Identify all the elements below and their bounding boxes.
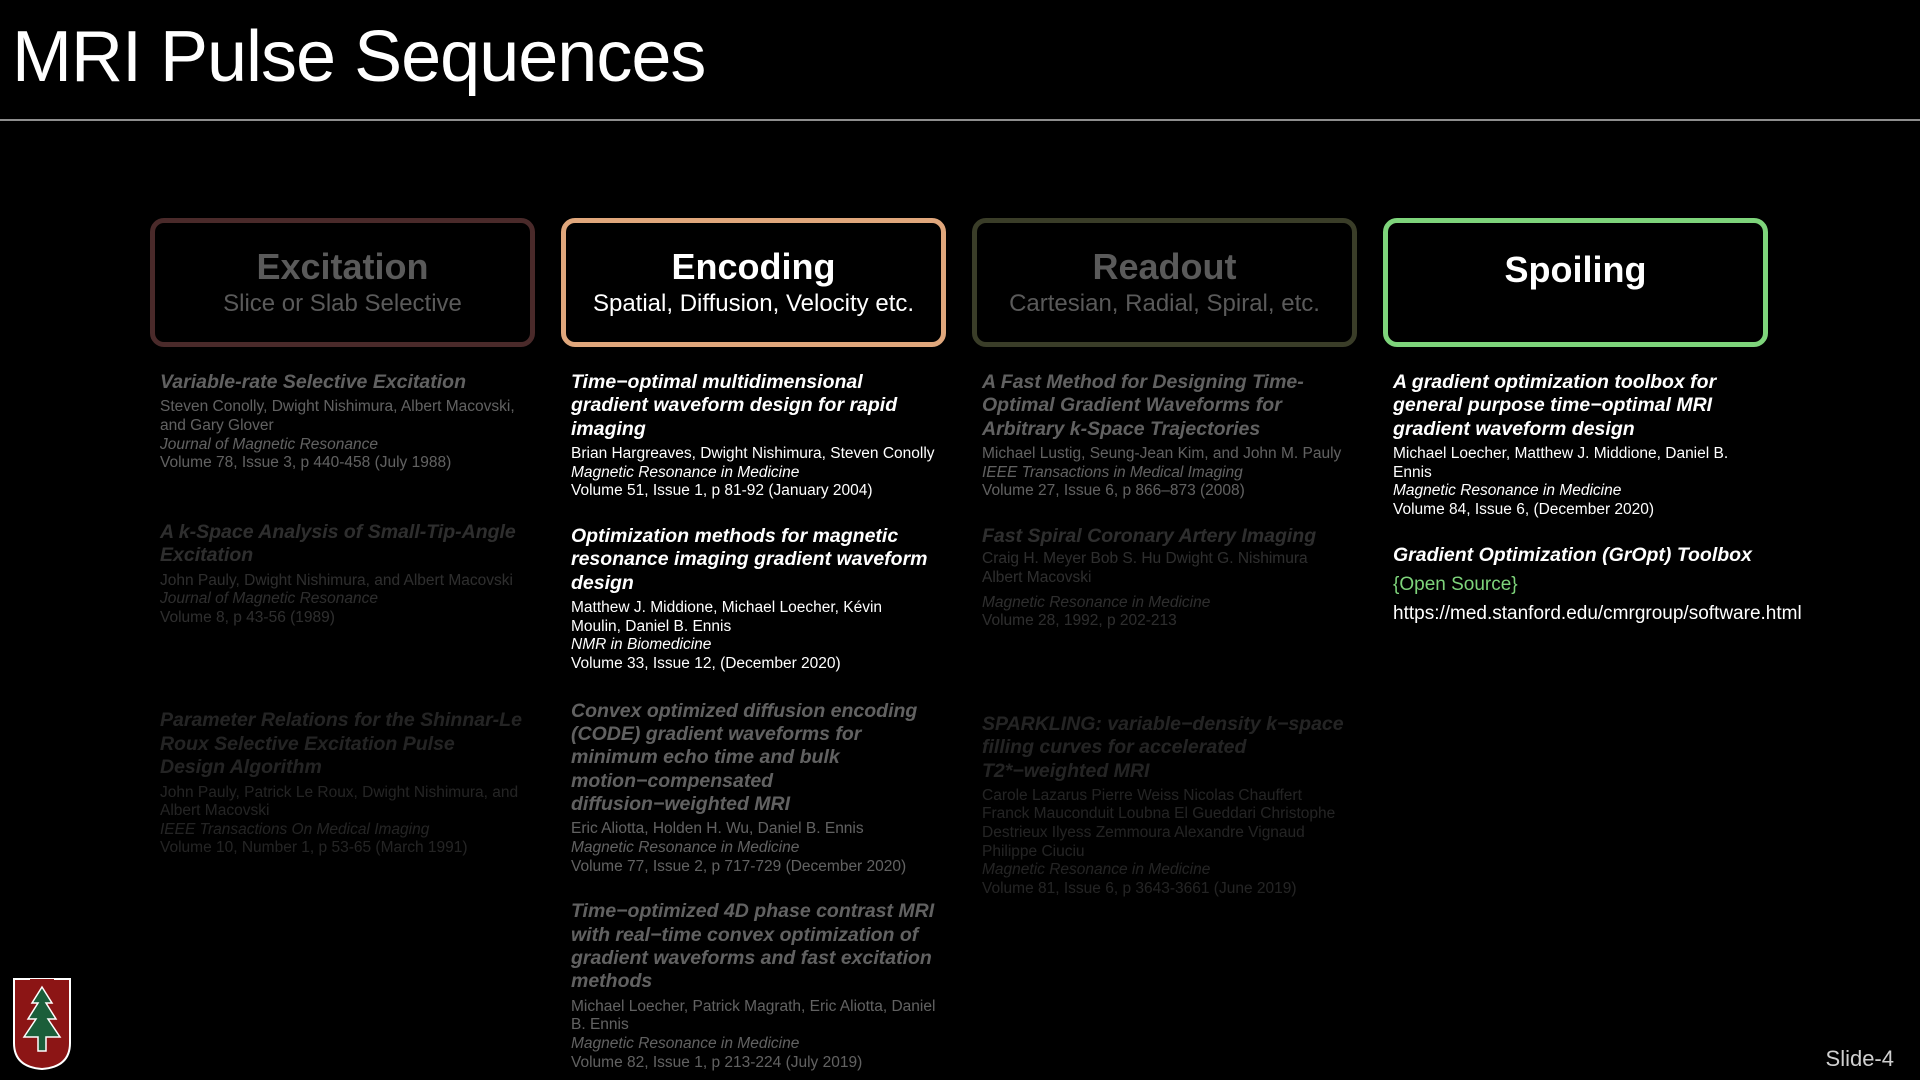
reference bbox=[982, 371, 1347, 501]
reference-volume: Volume 77, Issue 2, p 717-729 (December 2020) bbox=[571, 857, 907, 875]
reference-authors: Carole Lazarus Pierre Weiss Nicolas Chauffert Franck Mauconduit Loubna El Gueddari Christophe Destrieux Ilyess Zemmoura Alexandre Vignaud Philippe Ciuciu bbox=[982, 786, 1336, 860]
reference-authors: Matthew J. Middione, Michael Loecher, Kévin Moulin, Daniel B. Ennis bbox=[571, 599, 883, 635]
reference-title: A gradient optimization toolbox for general purpose time−optimal MRI gradient waveform design bbox=[1393, 371, 1717, 440]
reference-authors: Eric Aliotta, Holden H. Wu, Daniel B. Ennis bbox=[571, 820, 864, 838]
reference-journal: Magnetic Resonance in Medicine bbox=[982, 593, 1211, 611]
reference-authors: Steven Conolly, Dwight Nishimura, Albert Macovski, and Gary Glover bbox=[160, 398, 515, 434]
column-spoiling bbox=[1383, 218, 1802, 626]
reference-title: Optimization methods for magnetic resonance imaging gradient waveform design bbox=[571, 524, 928, 594]
reference-journal: Journal of Magnetic Resonance bbox=[160, 590, 378, 608]
software-link[interactable]: https://med.stanford.edu/cmrgroup/software.html bbox=[1393, 602, 1802, 624]
reference-volume: Volume 10, Number 1, p 53-65 (March 1991) bbox=[160, 839, 468, 857]
title-divider bbox=[0, 119, 1920, 121]
reference bbox=[982, 525, 1347, 631]
reference bbox=[982, 713, 1347, 899]
readout-title: Readout bbox=[1092, 246, 1237, 288]
open-source-label: {Open Source} bbox=[1393, 573, 1518, 595]
reference-authors: John Pauly, Patrick Le Roux, Dwight Nishimura, and Albert Macovski bbox=[160, 783, 519, 820]
reference bbox=[160, 371, 525, 473]
reference-authors: Brian Hargreaves, Dwight Nishimura, Steven Conolly bbox=[571, 445, 935, 463]
reference-title: SPARKLING: variable−density k−space filling curves for accelerated T2*−weighted MRI bbox=[982, 712, 1344, 782]
reference-authors: John Pauly, Dwight Nishimura, and Albert Macovski bbox=[160, 571, 513, 589]
reference-volume: Volume 84, Issue 6, (December 2020) bbox=[1393, 500, 1655, 518]
reference bbox=[1393, 371, 1758, 520]
excitation-title: Excitation bbox=[256, 246, 429, 288]
excitation-subtitle: Slice or Slab Selective bbox=[223, 289, 462, 317]
reference bbox=[160, 709, 525, 858]
reference-authors: Craig H. Meyer Bob S. Hu Dwight G. Nishimura Albert Macovski bbox=[982, 550, 1308, 586]
reference-volume: Volume 27, Issue 6, p 866–873 (2008) bbox=[982, 482, 1245, 500]
reference-volume: Volume 82, Issue 1, p 213-224 (July 2019) bbox=[571, 1053, 863, 1071]
reference-title: Parameter Relations for the Shinnar-Le Roux Selective Excitation Pulse Design Algorithm bbox=[160, 709, 522, 779]
reference-journal: IEEE Transactions On Medical Imaging bbox=[160, 820, 430, 838]
reference-title: Time−optimal multidimensional gradient waveform design for rapid imaging bbox=[571, 371, 898, 440]
reference-journal: IEEE Transactions in Medical Imaging bbox=[982, 463, 1243, 481]
reference-journal: NMR in Biomedicine bbox=[571, 636, 712, 654]
encoding-subtitle: Spatial, Diffusion, Velocity etc. bbox=[592, 289, 915, 317]
toolbox-reference bbox=[1393, 543, 1802, 627]
reference-journal: Journal of Magnetic Resonance bbox=[160, 435, 378, 453]
reference bbox=[571, 371, 936, 501]
reference-journal: Magnetic Resonance in Medicine bbox=[982, 861, 1211, 879]
reference-authors: Michael Loecher, Matthew J. Middione, Daniel B. Ennis bbox=[1393, 445, 1729, 481]
reference-authors: Michael Lustig, Seung-Jean Kim, and John M. Pauly bbox=[982, 445, 1342, 463]
reference-volume: Volume 28, 1992, p 202-213 bbox=[982, 612, 1177, 630]
slide-number: Slide-4 bbox=[1825, 1046, 1894, 1071]
reference-title: A k-Space Analysis of Small-Tip-Angle Excitation bbox=[160, 520, 516, 567]
reference bbox=[571, 700, 936, 877]
reference-title: Convex optimized diffusion encoding (CODE) gradient waveforms for minimum echo time and bulk motion−compensated diffusion−weighted MRI bbox=[571, 699, 918, 816]
reference bbox=[160, 521, 525, 628]
encoding-title: Encoding bbox=[671, 246, 836, 288]
stanford-tree-icon bbox=[10, 973, 74, 1071]
column-readout bbox=[972, 218, 1357, 898]
reference-title: Fast Spiral Coronary Artery Imaging bbox=[982, 524, 1317, 547]
slide-title: MRI Pulse Sequences bbox=[12, 17, 706, 97]
readout-subtitle: Cartesian, Radial, Spiral, etc. bbox=[1009, 289, 1320, 317]
reference-volume: Volume 51, Issue 1, p 81-92 (January 2004) bbox=[571, 482, 873, 500]
column-excitation bbox=[150, 218, 535, 858]
reference bbox=[571, 525, 936, 674]
reference-volume: Volume 33, Issue 12, (December 2020) bbox=[571, 654, 841, 672]
reference-journal: Magnetic Resonance in Medicine bbox=[571, 839, 800, 857]
toolbox-title: Gradient Optimization (GrOpt) Toolbox bbox=[1393, 543, 1752, 566]
reference-title: A Fast Method for Designing Time-Optimal Gradient Waveforms for Arbitrary k-Space Trajectories bbox=[982, 371, 1304, 440]
spoiling-title: Spoiling bbox=[1504, 248, 1647, 290]
reference-volume: Volume 8, p 43-56 (1989) bbox=[160, 608, 335, 626]
excitation-box bbox=[150, 218, 535, 347]
reference-title: Variable-rate Selective Excitation bbox=[160, 371, 467, 393]
encoding-box bbox=[561, 218, 946, 347]
reference-volume: Volume 81, Issue 6, p 3643-3661 (June 2019) bbox=[982, 879, 1297, 897]
spoiling-box bbox=[1383, 218, 1768, 347]
reference-journal: Magnetic Resonance in Medicine bbox=[1393, 482, 1622, 500]
column-encoding bbox=[561, 218, 946, 1072]
reference-journal: Magnetic Resonance in Medicine bbox=[571, 463, 800, 481]
reference bbox=[571, 900, 936, 1072]
reference-title: Time−optimized 4D phase contrast MRI with real−time convex optimization of gradient waveforms and fast excitation methods bbox=[571, 900, 935, 993]
reference-authors: Michael Loecher, Patrick Magrath, Eric Aliotta, Daniel B. Ennis bbox=[571, 997, 936, 1034]
reference-volume: Volume 78, Issue 3, p 440-458 (July 1988) bbox=[160, 454, 452, 472]
readout-box bbox=[972, 218, 1357, 347]
reference-journal: Magnetic Resonance in Medicine bbox=[571, 1034, 800, 1052]
